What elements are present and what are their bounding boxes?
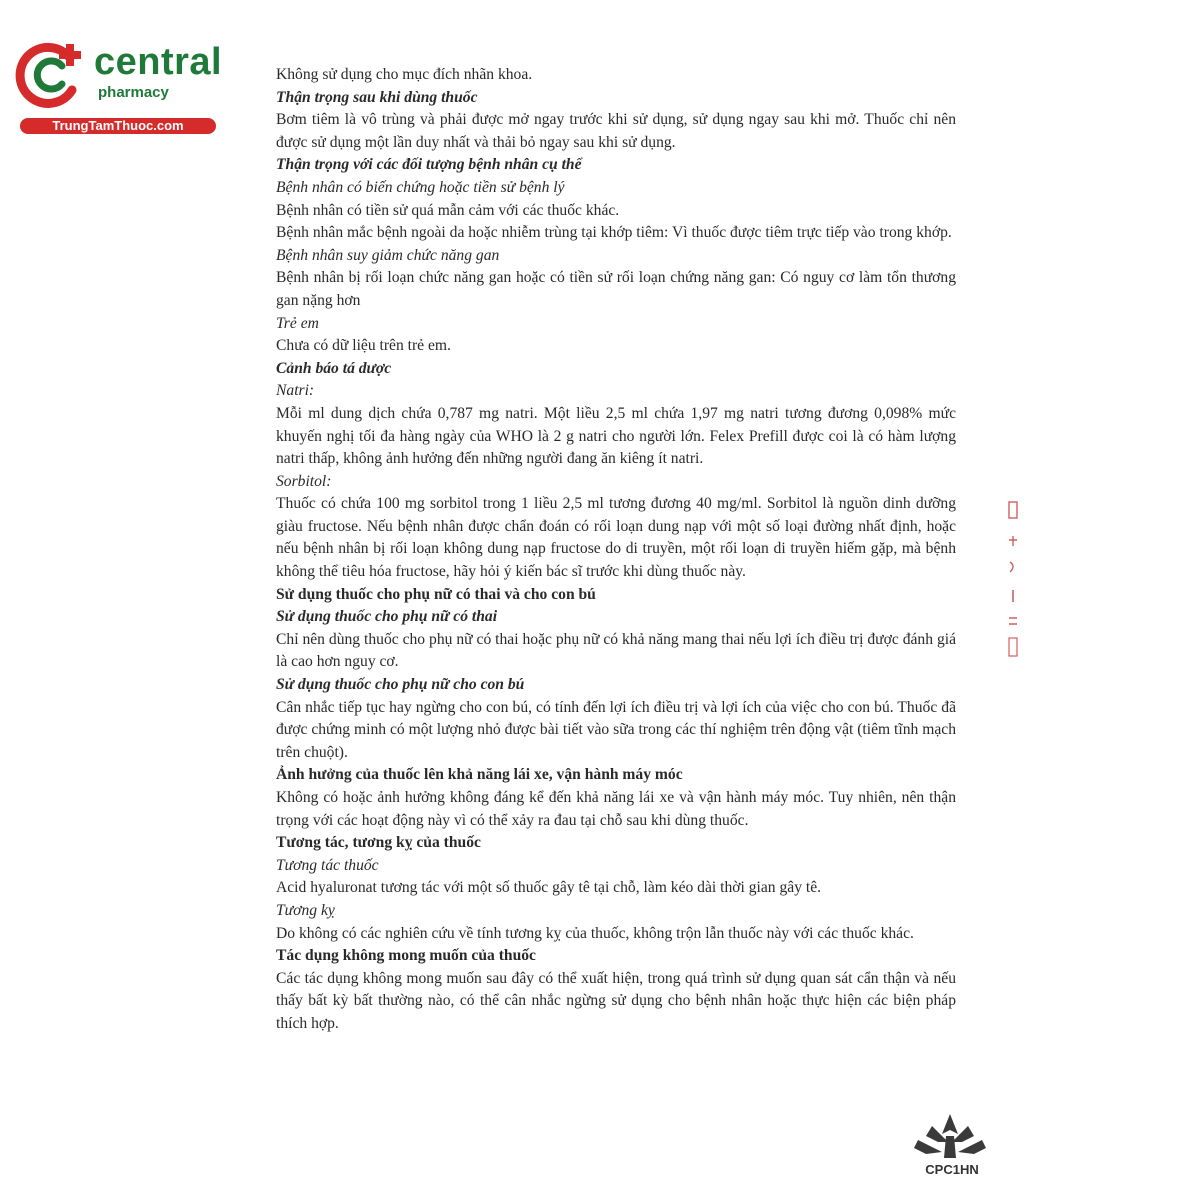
section-heading: Thận trọng với các đối tượng bệnh nhân cụ thể bbox=[276, 156, 582, 174]
paragraph: Chỉ nên dùng thuốc cho phụ nữ có thai hoặc phụ nữ có khả năng mang thai nếu lợi ích điều trị được đánh giá là cao hơn nguy cơ. bbox=[276, 630, 956, 671]
subsection-heading: Natri: bbox=[276, 382, 315, 400]
lotus-logo-icon bbox=[912, 1112, 988, 1162]
section-heading: Sử dụng thuốc cho phụ nữ cho con bú bbox=[276, 676, 525, 694]
section-heading: Sử dụng thuốc cho phụ nữ có thai bbox=[276, 608, 498, 626]
section-heading: Thận trọng sau khi dùng thuốc bbox=[276, 88, 478, 106]
paragraph: Bơm tiêm là vô trùng và phải được mở ngay trước khi sử dụng, sử dụng ngay sau khi mở. Thuốc chỉ nên được sử dụng một lần duy nhất và thải bỏ ngay sau khi sử dụng. bbox=[276, 111, 956, 151]
section-heading: Ảnh hưởng của thuốc lên khả năng lái xe, vận hành máy móc bbox=[276, 766, 683, 784]
brand-name: central bbox=[94, 41, 223, 83]
paragraph: Các tác dụng không mong muốn sau đây có thể xuất hiện, trong quá trình sử dụng quan sát cẩn thận và nếu thấy bất kỳ bất thường nào, có thể cân nhắc ngừng sử dụng cho bệnh nhân hoặc thực hiện các biện pháp thích hợp. bbox=[276, 969, 956, 1032]
subsection-heading: Bệnh nhân có biến chứng hoặc tiền sử bệnh lý bbox=[276, 178, 565, 196]
subsection-heading: Sorbitol: bbox=[276, 472, 332, 490]
site-url-badge: TrungTamThuoc.com bbox=[20, 118, 216, 134]
section-heading: Tác dụng không mong muốn của thuốc bbox=[276, 947, 536, 965]
paragraph: Thuốc có chứa 100 mg sorbitol trong 1 liều 2,5 ml tương đương 40 mg/ml. Sorbitol là nguồn dinh dưỡng giàu fructose. Nếu bệnh nhân được chẩn đoán có rối loạn dung nạp với một số loại đường nhất định, hoặc nếu bệnh nhân bị rối loạn không dung nạp fructose do di truyền, một rối loạn di truyền hiếm gặp, mà bệnh không thể tiêu hóa fructose, hãy hỏi ý kiến bác sĩ trước khi dùng thuốc này. bbox=[276, 495, 956, 581]
cpc-logo-text: CPC1HN bbox=[925, 1162, 979, 1177]
paragraph: Không có hoặc ảnh hưởng không đáng kể đến khả năng lái xe và vận hành máy móc. Tuy nhiên, nên thận trọng với các hoạt động này vì có thể xảy ra đau tại chỗ sau khi dùng thuốc. bbox=[276, 789, 956, 829]
brand-subtitle: pharmacy bbox=[98, 84, 169, 101]
paragraph: Do không có các nghiên cứu về tính tương kỵ của thuốc, không trộn lẫn thuốc này với các thuốc khác. bbox=[276, 924, 914, 942]
paragraph: Acid hyaluronat tương tác với một số thuốc gây tê tại chỗ, làm kéo dài thời gian gây tê. bbox=[276, 879, 822, 897]
paragraph: Cân nhắc tiếp tục hay ngừng cho con bú, có tính đến lợi ích điều trị và lợi ích của việc cho con bú. Thuốc đã được chứng minh có một lượng nhỏ được bài tiết vào sữa trong các thí nghiệm trên động vật (tiêm tĩnh mạch trên chuột). bbox=[276, 698, 956, 761]
stamp-marks-icon bbox=[1004, 500, 1022, 660]
cpc1hn-logo bbox=[912, 1112, 988, 1192]
paragraph: Bệnh nhân mắc bệnh ngoài da hoặc nhiễm trùng tại khớp tiêm: Vì thuốc được tiêm trực tiếp vào trong khớp. bbox=[276, 224, 952, 242]
section-heading: Sử dụng thuốc cho phụ nữ có thai và cho con bú bbox=[276, 585, 596, 603]
side-stamp bbox=[1004, 500, 1022, 660]
paragraph: Bệnh nhân có tiền sử quá mẫn cảm với các thuốc khác. bbox=[276, 201, 620, 219]
document-body bbox=[276, 64, 956, 1036]
paragraph: Mỗi ml dung dịch chứa 0,787 mg natri. Một liều 2,5 ml chứa 1,97 mg natri tương đương 0,098% mức khuyến nghị tối đa hàng ngày của WHO là 2 g natri cho người lớn. Felex Prefill được coi là có hàm lượng natri thấp, không ảnh hưởng đến những người đang ăn kiêng ít natri. bbox=[276, 404, 956, 468]
central-pharmacy-logo bbox=[8, 36, 228, 146]
subsection-heading: Trẻ em bbox=[276, 314, 319, 332]
paragraph: Bệnh nhân bị rối loạn chức năng gan hoặc có tiền sử rối loạn chứng năng gan: Có nguy cơ làm tổn thương gan nặng hơn bbox=[276, 269, 956, 309]
paragraph: Không sử dụng cho mục đích nhãn khoa. bbox=[276, 66, 533, 83]
pharmacy-logo-icon bbox=[12, 38, 88, 114]
section-heading: Cảnh báo tá dược bbox=[276, 359, 392, 377]
subsection-heading: Tương tác thuốc bbox=[276, 856, 379, 874]
paragraph: Chưa có dữ liệu trên trẻ em. bbox=[276, 337, 451, 355]
section-heading: Tương tác, tương kỵ của thuốc bbox=[276, 834, 481, 852]
subsection-heading: Bệnh nhân suy giảm chức năng gan bbox=[276, 246, 500, 264]
subsection-heading: Tương kỵ bbox=[276, 901, 335, 919]
